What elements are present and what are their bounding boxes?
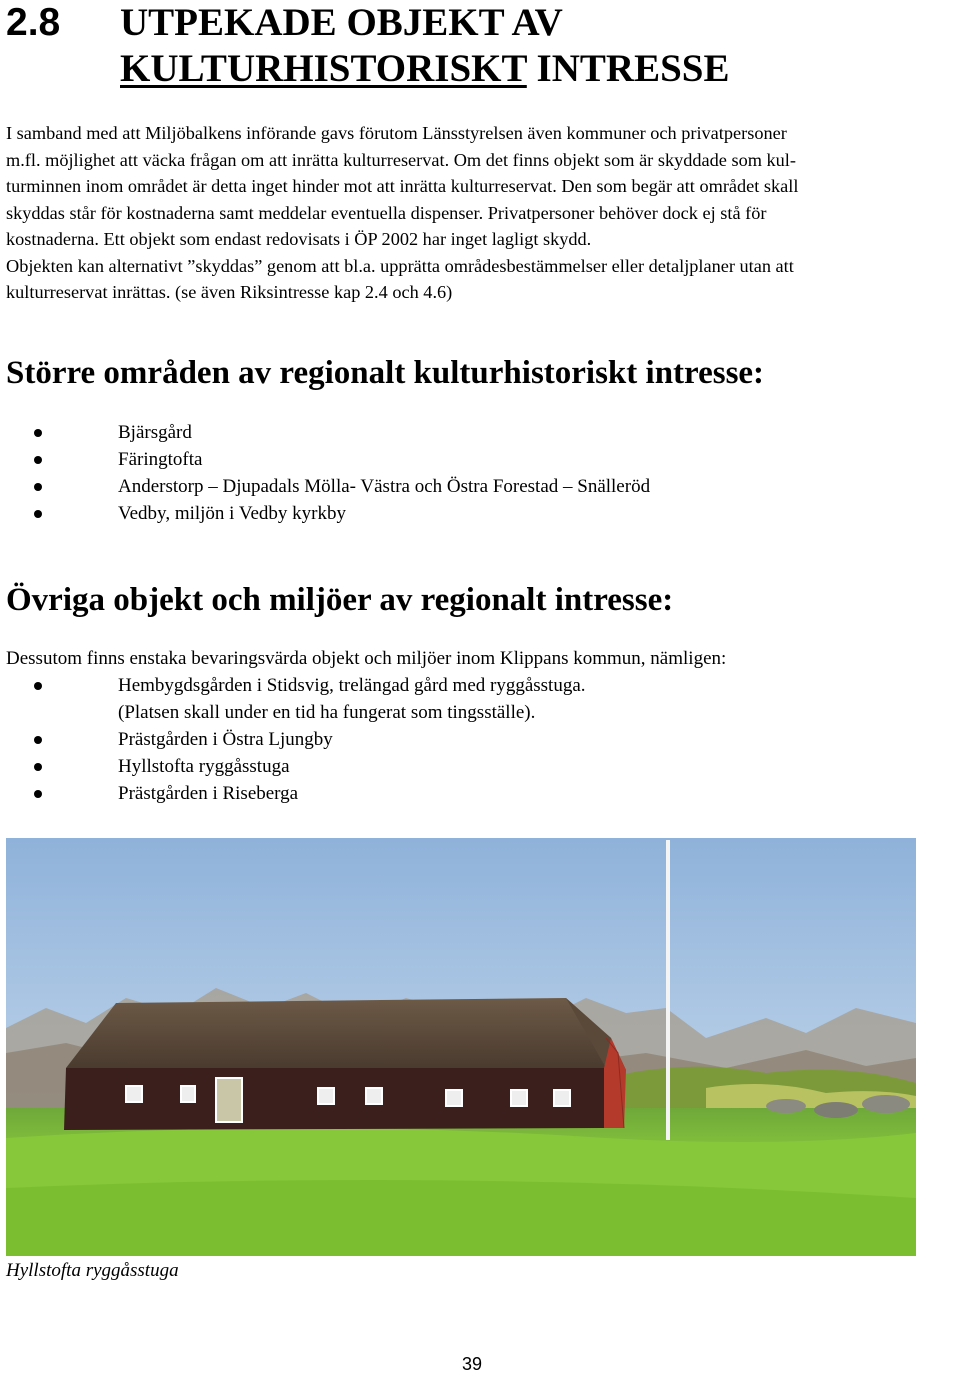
other-objects-lead: Dessutom finns enstaka bevaringsvärda objekt och miljöer inom Klippans kommun, nämligen: (6, 648, 727, 669)
list-item-label: Hembygdsgården i Stidsvig, trelängad gård med ryggåsstuga. (118, 675, 586, 696)
photo-caption: Hyllstofta ryggåsstuga (6, 1260, 179, 1281)
list-item (0, 446, 650, 473)
list-item (0, 780, 586, 807)
intro-paragraph (6, 120, 956, 306)
bullet-icon (34, 483, 42, 491)
list-item-note (0, 699, 586, 726)
chapter-title-line1: UTPEKADE OBJEKT AV (120, 1, 563, 44)
list-item-label: Färingtofta (118, 449, 203, 470)
chapter-title-underlined: KULTURHISTORISKT (120, 47, 527, 90)
intro-line: I samband med att Miljöbalkens införande gavs förutom Länsstyrelsen även kommuner och privatpersoner (6, 123, 787, 143)
list-item (0, 753, 586, 780)
list-item (0, 419, 650, 446)
chapter-title-rest: INTRESSE (526, 47, 730, 90)
intro-line: kulturreservat inrättas. (se även Riksintresse kap 2.4 och 4.6) (6, 282, 453, 302)
intro-line: m.fl. möjlighet att väcka frågan om att inrätta kulturreservat. Om det finns objekt som är skyddade som kul- (6, 149, 796, 170)
intro-line: skyddas står för kostnaderna samt meddelar eventuella dispenser. Privatpersoner behöver dock ej stå för (6, 202, 767, 223)
list-item (0, 473, 650, 500)
farmhouse-photo (6, 838, 916, 1256)
bullet-icon (34, 682, 42, 690)
intro-line: Objekten kan alternativt ”skyddas” genom att bl.a. upprätta områdesbestämmelser eller detaljplaner utan att (6, 255, 794, 276)
list-item (0, 726, 586, 753)
other-objects-list (0, 672, 586, 807)
list-item-label: Bjärsgård (118, 422, 192, 443)
bullet-icon (34, 429, 42, 437)
chapter-heading-line1 (6, 0, 563, 46)
list-item-label: Prästgården i Östra Ljungby (118, 729, 333, 750)
bullet-icon (34, 456, 42, 464)
list-item-label: Vedby, miljön i Vedby kyrkby (118, 503, 346, 524)
bullet-icon (34, 763, 42, 771)
page-number: 39 (462, 1354, 483, 1374)
chapter-heading-line2 (120, 46, 729, 92)
list-item-label: Anderstorp – Djupadals Mölla- Västra och Östra Forestad – Snälleröd (118, 476, 651, 497)
list-item (0, 672, 586, 699)
bullet-icon (34, 510, 42, 518)
list-item (0, 500, 650, 527)
bullet-icon (34, 736, 42, 744)
list-item-note-text: (Platsen skall under en tid ha fungerat som tingsställe). (118, 702, 536, 723)
list-item-label: Hyllstofta ryggåsstuga (118, 756, 290, 777)
bullet-icon (34, 790, 42, 798)
intro-line: kostnaderna. Ett objekt som endast redovisats i ÖP 2002 har inget lagligt skydd. (6, 229, 592, 249)
intro-line: turminnen inom området är detta inget hinder mot att inrätta kulturreservat. Den som begär att området skall (6, 176, 799, 196)
chapter-number: 2.8 (6, 1, 61, 44)
list-item-label: Prästgården i Riseberga (118, 783, 299, 804)
section-heading-larger-areas: Större områden av regionalt kulturhistoriskt intresse: (6, 355, 765, 391)
larger-areas-list (0, 419, 650, 527)
section-heading-other-objects: Övriga objekt och miljöer av regionalt intresse: (6, 582, 674, 618)
